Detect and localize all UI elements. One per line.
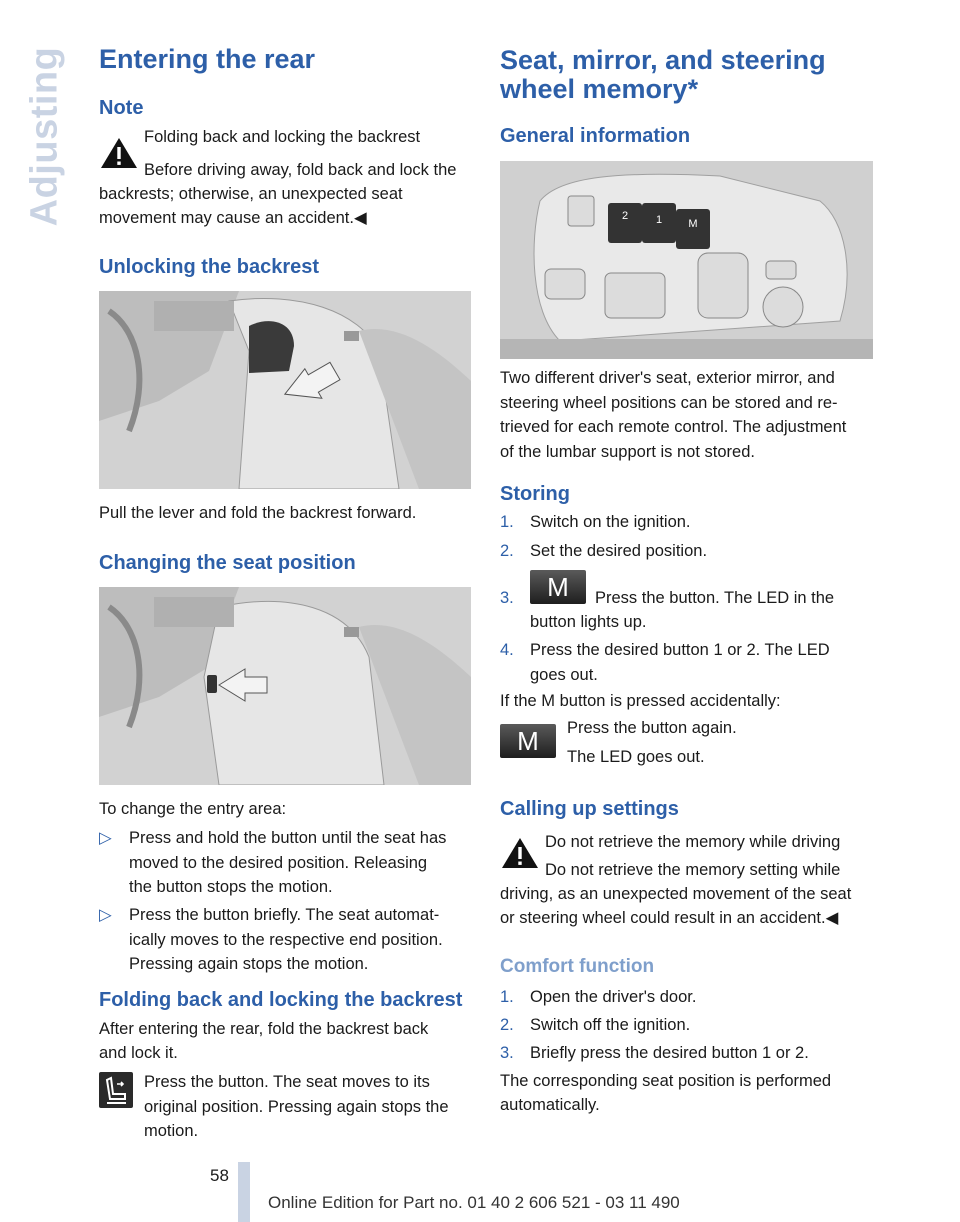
calling-settings-heading: Calling up settings [500, 798, 679, 820]
step-line: goes out. [530, 665, 598, 684]
entry-area-intro: To change the entry area: [99, 800, 287, 818]
accidental-line2: The LED goes out. [567, 748, 705, 766]
general-info-line: trieved for each remote control. The adjustment [500, 418, 847, 436]
warning1-title: Folding back and locking the backrest [144, 128, 421, 146]
list-item [500, 510, 874, 535]
bullet2-text [129, 903, 443, 977]
general-info-heading: General information [500, 125, 691, 147]
memory-title-line1: Seat, mirror, and steering [500, 45, 826, 75]
step-text: Switch on the ignition. [530, 513, 691, 531]
list-item [500, 1041, 874, 1066]
list-item [500, 539, 874, 564]
list-item [99, 826, 473, 901]
step-number: 3. [500, 1044, 514, 1062]
comfort-result-line2: automatically. [500, 1096, 600, 1114]
section-side-tab [22, 40, 66, 230]
warning2-line2: driving, as an unexpected movement of the seat [500, 885, 852, 903]
step-number: 1. [500, 513, 514, 531]
entering-rear-title: Entering the rear [99, 44, 316, 74]
backrest-lever-photo [99, 291, 471, 489]
warning1-line2: backrests; otherwise, an unexpected seat [99, 185, 403, 203]
bullet2-line: ically moves to the respective end position. [129, 930, 443, 949]
page-number: 58 [210, 1166, 229, 1185]
memory-button-m-label: M [688, 218, 698, 230]
step-text: Open the driver's door. [530, 988, 697, 1006]
memory-panel-photo [500, 161, 873, 359]
list-item [500, 985, 874, 1010]
step-number: 4. [500, 641, 514, 659]
bullet-arrow-icon: ▷ [99, 906, 112, 924]
general-info-text [500, 366, 846, 464]
bullet1-line: the button stops the motion. [129, 878, 333, 896]
warning-triangle-icon [99, 136, 139, 170]
seat-backrest-button-icon [99, 1072, 133, 1108]
seat-button-photo [99, 587, 471, 785]
footer-divider-bar [238, 1162, 250, 1222]
step-text [530, 638, 830, 687]
step-text: button lights up. [530, 613, 647, 631]
memory-title-line2: wheel memory* [500, 74, 699, 104]
warning1-line1: Before driving away, fold back and lock the [144, 161, 457, 179]
list-item [500, 638, 874, 688]
unlocking-backrest-heading: Unlocking the backrest [99, 256, 320, 278]
folding-btn-line: Press the button. The seat moves to its [144, 1073, 430, 1091]
list-item [99, 903, 473, 978]
folding-btn-text [144, 1070, 449, 1144]
folding-btn-line: original position. Pressing again stops the [144, 1097, 449, 1116]
step-text: Briefly press the desired button 1 or 2. [530, 1044, 809, 1062]
bullet1-text [129, 826, 446, 900]
accidental-intro: If the M button is pressed accidentally: [500, 692, 781, 710]
folding-line1: After entering the rear, fold the backrest back [99, 1020, 429, 1038]
list-item [500, 1013, 874, 1038]
bullet1-line: moved to the desired position. Releasing [129, 853, 428, 872]
warning2-line3: or steering wheel could result in an accident.◀ [500, 909, 839, 927]
step-line: Press the desired button 1 or 2. The LED [530, 641, 830, 659]
warning2-line1: Do not retrieve the memory setting while [545, 861, 841, 879]
comfort-function-heading: Comfort function [500, 956, 655, 977]
general-info-line: steering wheel positions can be stored and re‐ [500, 393, 838, 412]
warning-triangle-icon [500, 836, 540, 870]
step-text: Press the button. The LED in the [595, 589, 835, 607]
storing-heading: Storing [500, 483, 570, 505]
section-side-tab-label: Adjusting [23, 46, 66, 227]
m-button-icon: M [500, 724, 556, 758]
step-number: 2. [500, 1016, 514, 1034]
folding-line2: and lock it. [99, 1044, 178, 1062]
list-item [500, 572, 874, 636]
step-number: 3. [500, 589, 514, 607]
warning1-line3: movement may cause an accident.◀ [99, 209, 367, 227]
bullet2-line: Press the button briefly. The seat automat‐ [129, 906, 440, 924]
step-number: 1. [500, 988, 514, 1006]
folding-btn-line: motion. [144, 1122, 199, 1140]
general-info-line: Two different driver's seat, exterior mirror, and [500, 369, 835, 387]
memory-button-2-label: 2 [621, 210, 629, 222]
comfort-result-line1: The corresponding seat position is performed [500, 1072, 832, 1090]
unlocking-caption: Pull the lever and fold the backrest forward. [99, 504, 417, 522]
memory-button-1-label: 1 [655, 214, 663, 226]
bullet-arrow-icon: ▷ [99, 829, 112, 847]
warning2-title: Do not retrieve the memory while driving [545, 833, 841, 851]
edition-footer: Online Edition for Part no. 01 40 2 606 521 - 03 11 490 [268, 1193, 680, 1212]
general-info-line: of the lumbar support is not stored. [500, 442, 755, 461]
folding-backrest-heading: Folding back and locking the backrest [99, 989, 463, 1011]
bullet1-line: Press and hold the button until the seat has [129, 829, 447, 847]
step-text: Set the desired position. [530, 542, 708, 560]
step-number: 2. [500, 542, 514, 560]
accidental-line1: Press the button again. [567, 719, 737, 737]
bullet2-line: Pressing again stops the motion. [129, 955, 369, 973]
note-heading: Note [99, 97, 144, 119]
changing-seat-heading: Changing the seat position [99, 552, 356, 574]
step-text: Switch off the ignition. [530, 1016, 691, 1034]
m-button-icon: M [530, 570, 586, 604]
